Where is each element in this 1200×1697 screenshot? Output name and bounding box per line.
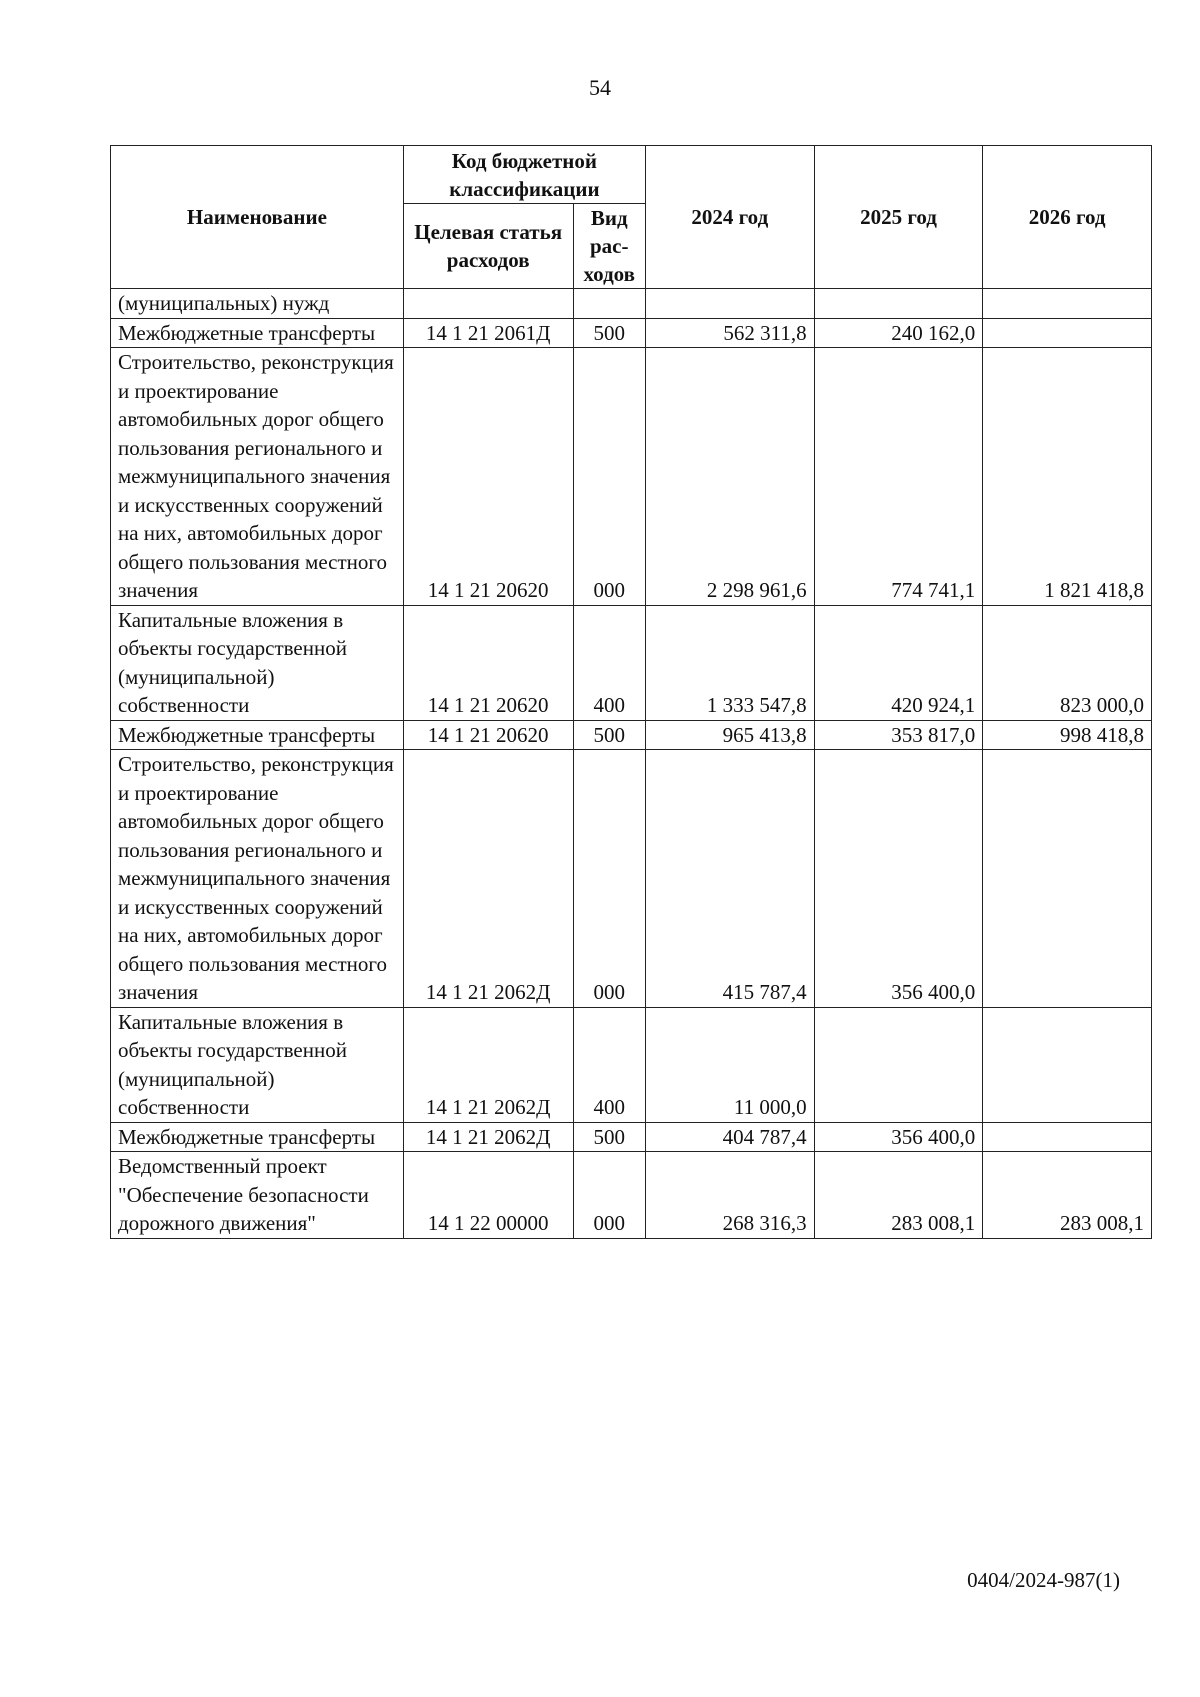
row-2024-cell: 404 787,4 — [645, 1122, 814, 1152]
row-2026-cell — [983, 750, 1152, 1008]
row-2026-cell: 823 000,0 — [983, 605, 1152, 720]
row-target-code-cell: 14 1 21 2062Д — [403, 750, 573, 1008]
table-row — [111, 750, 1152, 1008]
row-2024-cell: 1 333 547,8 — [645, 605, 814, 720]
page-number: 54 — [589, 75, 611, 100]
row-expense-type-cell: 000 — [573, 348, 645, 606]
table-header-row — [111, 146, 1152, 204]
header-2026: 2026 год — [983, 146, 1152, 289]
row-2026-cell — [983, 1007, 1152, 1122]
row-2024-cell: 562 311,8 — [645, 318, 814, 348]
row-2025-cell: 283 008,1 — [814, 1152, 983, 1239]
row-expense-type-cell: 500 — [573, 1122, 645, 1152]
header-budget-code: Код бюджетной классификации — [403, 146, 645, 204]
row-target-code-cell: 14 1 21 2062Д — [403, 1007, 573, 1122]
row-2025-cell — [814, 289, 983, 319]
row-2026-cell: 998 418,8 — [983, 720, 1152, 750]
row-expense-type-cell: 500 — [573, 318, 645, 348]
row-2025-cell: 240 162,0 — [814, 318, 983, 348]
row-2026-cell — [983, 1122, 1152, 1152]
row-expense-type-cell — [573, 289, 645, 319]
header-target-article: Целевая статья расходов — [403, 204, 573, 289]
row-2025-cell: 420 924,1 — [814, 605, 983, 720]
row-name-cell: Межбюджетные трансферты — [111, 1122, 404, 1152]
row-target-code-cell: 14 1 21 2061Д — [403, 318, 573, 348]
table-row — [111, 318, 1152, 348]
row-target-code-cell: 14 1 21 20620 — [403, 348, 573, 606]
row-expense-type-cell: 400 — [573, 1007, 645, 1122]
row-name-cell: Строительство, реконструкция и проектирование автомобильных дорог общего пользования регионального и межмуниципального значения и искусственных сооружений на них, автомобильных дорог общего пользования местного значения — [111, 348, 404, 606]
row-name-cell: Межбюджетные трансферты — [111, 318, 404, 348]
row-2026-cell: 1 821 418,8 — [983, 348, 1152, 606]
row-expense-type-cell: 500 — [573, 720, 645, 750]
budget-table — [110, 145, 1152, 1239]
row-2024-cell: 268 316,3 — [645, 1152, 814, 1239]
row-2025-cell: 356 400,0 — [814, 750, 983, 1008]
row-target-code-cell — [403, 289, 573, 319]
row-2024-cell: 965 413,8 — [645, 720, 814, 750]
row-expense-type-cell: 000 — [573, 750, 645, 1008]
header-2024: 2024 год — [645, 146, 814, 289]
row-name-cell: Капитальные вложения в объекты государственной (муниципальной) собственности — [111, 1007, 404, 1122]
table-row — [111, 1122, 1152, 1152]
header-name: Наименование — [111, 146, 404, 289]
row-target-code-cell: 14 1 22 00000 — [403, 1152, 573, 1239]
row-name-cell: Ведомственный проект "Обеспечение безопасности дорожного движения" — [111, 1152, 404, 1239]
row-name-cell: Строительство, реконструкция и проектирование автомобильных дорог общего пользования регионального и межмуниципального значения и искусственных сооружений на них, автомобильных дорог общего пользования местного значения — [111, 750, 404, 1008]
row-2024-cell: 11 000,0 — [645, 1007, 814, 1122]
table-row — [111, 1152, 1152, 1239]
header-2025: 2025 год — [814, 146, 983, 289]
row-expense-type-cell: 000 — [573, 1152, 645, 1239]
row-target-code-cell: 14 1 21 2062Д — [403, 1122, 573, 1152]
table-row — [111, 348, 1152, 606]
row-target-code-cell: 14 1 21 20620 — [403, 605, 573, 720]
row-name-cell: (муниципальных) нужд — [111, 289, 404, 319]
table-row — [111, 720, 1152, 750]
row-target-code-cell: 14 1 21 20620 — [403, 720, 573, 750]
document-id: 0404/2024-987(1) — [967, 1568, 1120, 1592]
row-2026-cell — [983, 289, 1152, 319]
row-2025-cell — [814, 1007, 983, 1122]
row-name-cell: Межбюджетные трансферты — [111, 720, 404, 750]
row-expense-type-cell: 400 — [573, 605, 645, 720]
row-2026-cell: 283 008,1 — [983, 1152, 1152, 1239]
row-2026-cell — [983, 318, 1152, 348]
row-2024-cell — [645, 289, 814, 319]
row-2024-cell: 2 298 961,6 — [645, 348, 814, 606]
row-2024-cell: 415 787,4 — [645, 750, 814, 1008]
table-row — [111, 289, 1152, 319]
header-expense-type: Вид рас-ходов — [573, 204, 645, 289]
row-2025-cell: 774 741,1 — [814, 348, 983, 606]
row-2025-cell: 356 400,0 — [814, 1122, 983, 1152]
row-2025-cell: 353 817,0 — [814, 720, 983, 750]
table-row — [111, 1007, 1152, 1122]
table-row — [111, 605, 1152, 720]
row-name-cell: Капитальные вложения в объекты государственной (муниципальной) собственности — [111, 605, 404, 720]
